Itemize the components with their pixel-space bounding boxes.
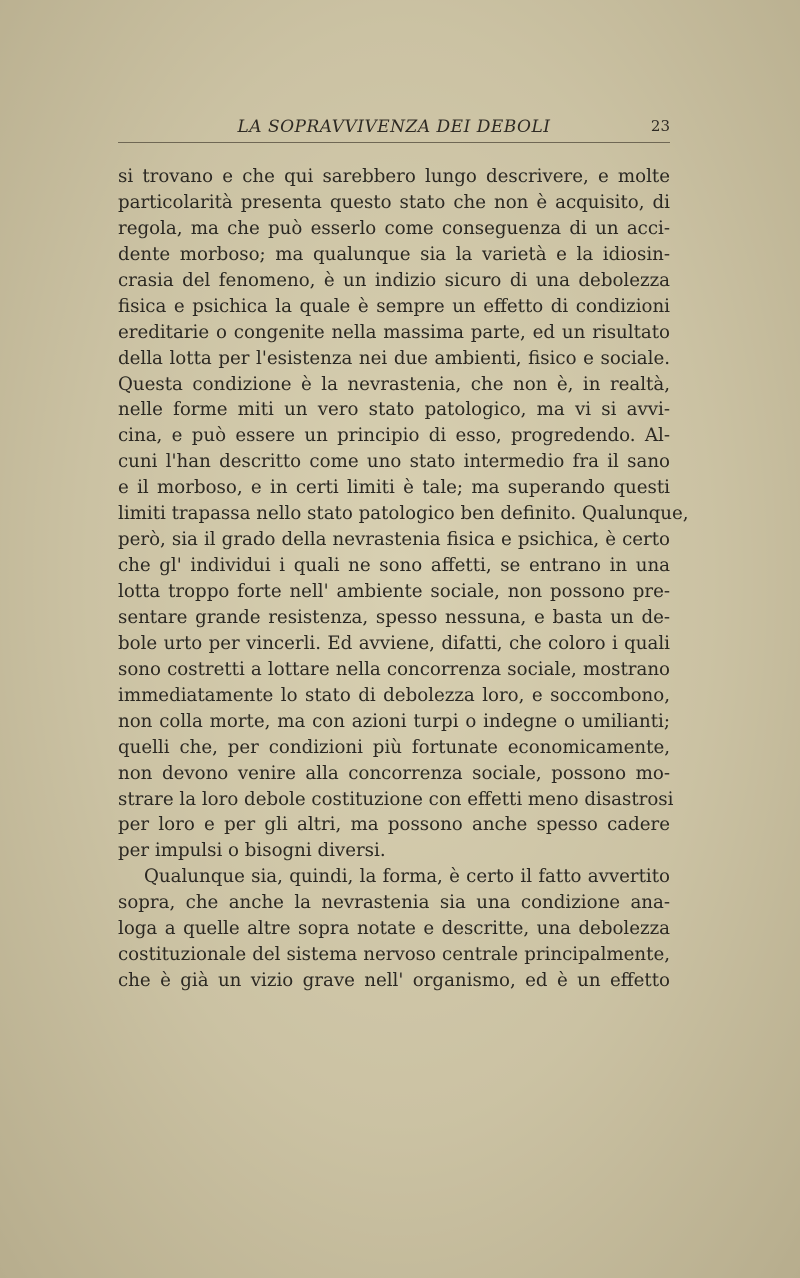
text-line: loga a quelle altre sopra notate e descritte, una debolezza bbox=[118, 918, 670, 940]
text-line: limiti trapassa nello stato patologico ben definito. Qualunque, bbox=[118, 503, 689, 525]
text-line: Questa condizione è la nevrastenia, che non è, in realtà, bbox=[118, 373, 670, 395]
text-line: che è già un vizio grave nell' organismo, ed è un effetto bbox=[118, 970, 670, 992]
text-line: sopra, che anche la nevrastenia sia una condizione ana- bbox=[118, 892, 670, 914]
text-line: particolarità presenta questo stato che non è acquisito, di bbox=[118, 191, 670, 213]
text-line: che gl' individui i quali ne sono affetti, se entrano in una bbox=[118, 555, 670, 577]
text-line: della lotta per l'esistenza nei due ambienti, fisico e sociale. bbox=[118, 347, 670, 369]
text-line: bole urto per vincerli. Ed avviene, difatti, che coloro i quali bbox=[118, 632, 670, 654]
running-head bbox=[118, 113, 670, 143]
text-line: cuni l'han descritto come uno stato intermedio fra il sano bbox=[118, 451, 670, 473]
text-line: ereditarie o congenite nella massima parte, ed un risultato bbox=[118, 321, 670, 343]
text-line: Qualunque sia, quindi, la forma, è certo il fatto avvertito bbox=[144, 866, 670, 888]
text-line: non colla morte, ma con azioni turpi o indegne o umilianti; bbox=[118, 710, 670, 732]
text-line: fisica e psichica la quale è sempre un effetto di condizioni bbox=[118, 295, 670, 317]
text-line: sono costretti a lottare nella concorrenza sociale, mostrano bbox=[118, 658, 670, 680]
text-line: per impulsi o bisogni diversi. bbox=[118, 840, 386, 862]
text-line: crasia del fenomeno, è un indizio sicuro di una debolezza bbox=[118, 269, 670, 291]
text-line: regola, ma che può esserlo come conseguenza di un acci- bbox=[118, 217, 670, 239]
page-number: 23 bbox=[650, 117, 670, 135]
text-line: quelli che, per condizioni più fortunate economicamente, bbox=[118, 736, 670, 758]
text-line: per loro e per gli altri, ma possono anche spesso cadere bbox=[118, 814, 670, 836]
text-line: cina, e può essere un principio di esso, progredendo. Al- bbox=[118, 425, 670, 447]
text-line: costituzionale del sistema nervoso centrale principalmente, bbox=[118, 944, 670, 966]
header-rule bbox=[118, 142, 670, 143]
text-line: sentare grande resistenza, spesso nessuna, e basta un de- bbox=[118, 606, 670, 628]
body-text bbox=[118, 164, 689, 994]
text-line: nelle forme miti un vero stato patologico, ma vi si avvi- bbox=[118, 399, 670, 421]
text-line: però, sia il grado della nevrastenia fisica e psichica, è certo bbox=[118, 529, 670, 551]
text-line: e il morboso, e in certi limiti è tale; ma superando questi bbox=[118, 477, 670, 499]
text-line: immediatamente lo stato di debolezza loro, e soccombono, bbox=[118, 684, 670, 706]
running-title: LA SOPRAVVIVENZA DEI DEBOLI bbox=[237, 117, 551, 137]
text-line: strare la loro debole costituzione con effetti meno disastrosi bbox=[118, 788, 674, 810]
text-line: si trovano e che qui sarebbero lungo descrivere, e molte bbox=[118, 166, 670, 187]
text-line: lotta troppo forte nell' ambiente sociale, non possono pre- bbox=[118, 581, 670, 602]
text-line: non devono venire alla concorrenza sociale, possono mo- bbox=[118, 762, 670, 784]
text-line: dente morboso; ma qualunque sia la varietà e la idiosin- bbox=[118, 243, 670, 265]
